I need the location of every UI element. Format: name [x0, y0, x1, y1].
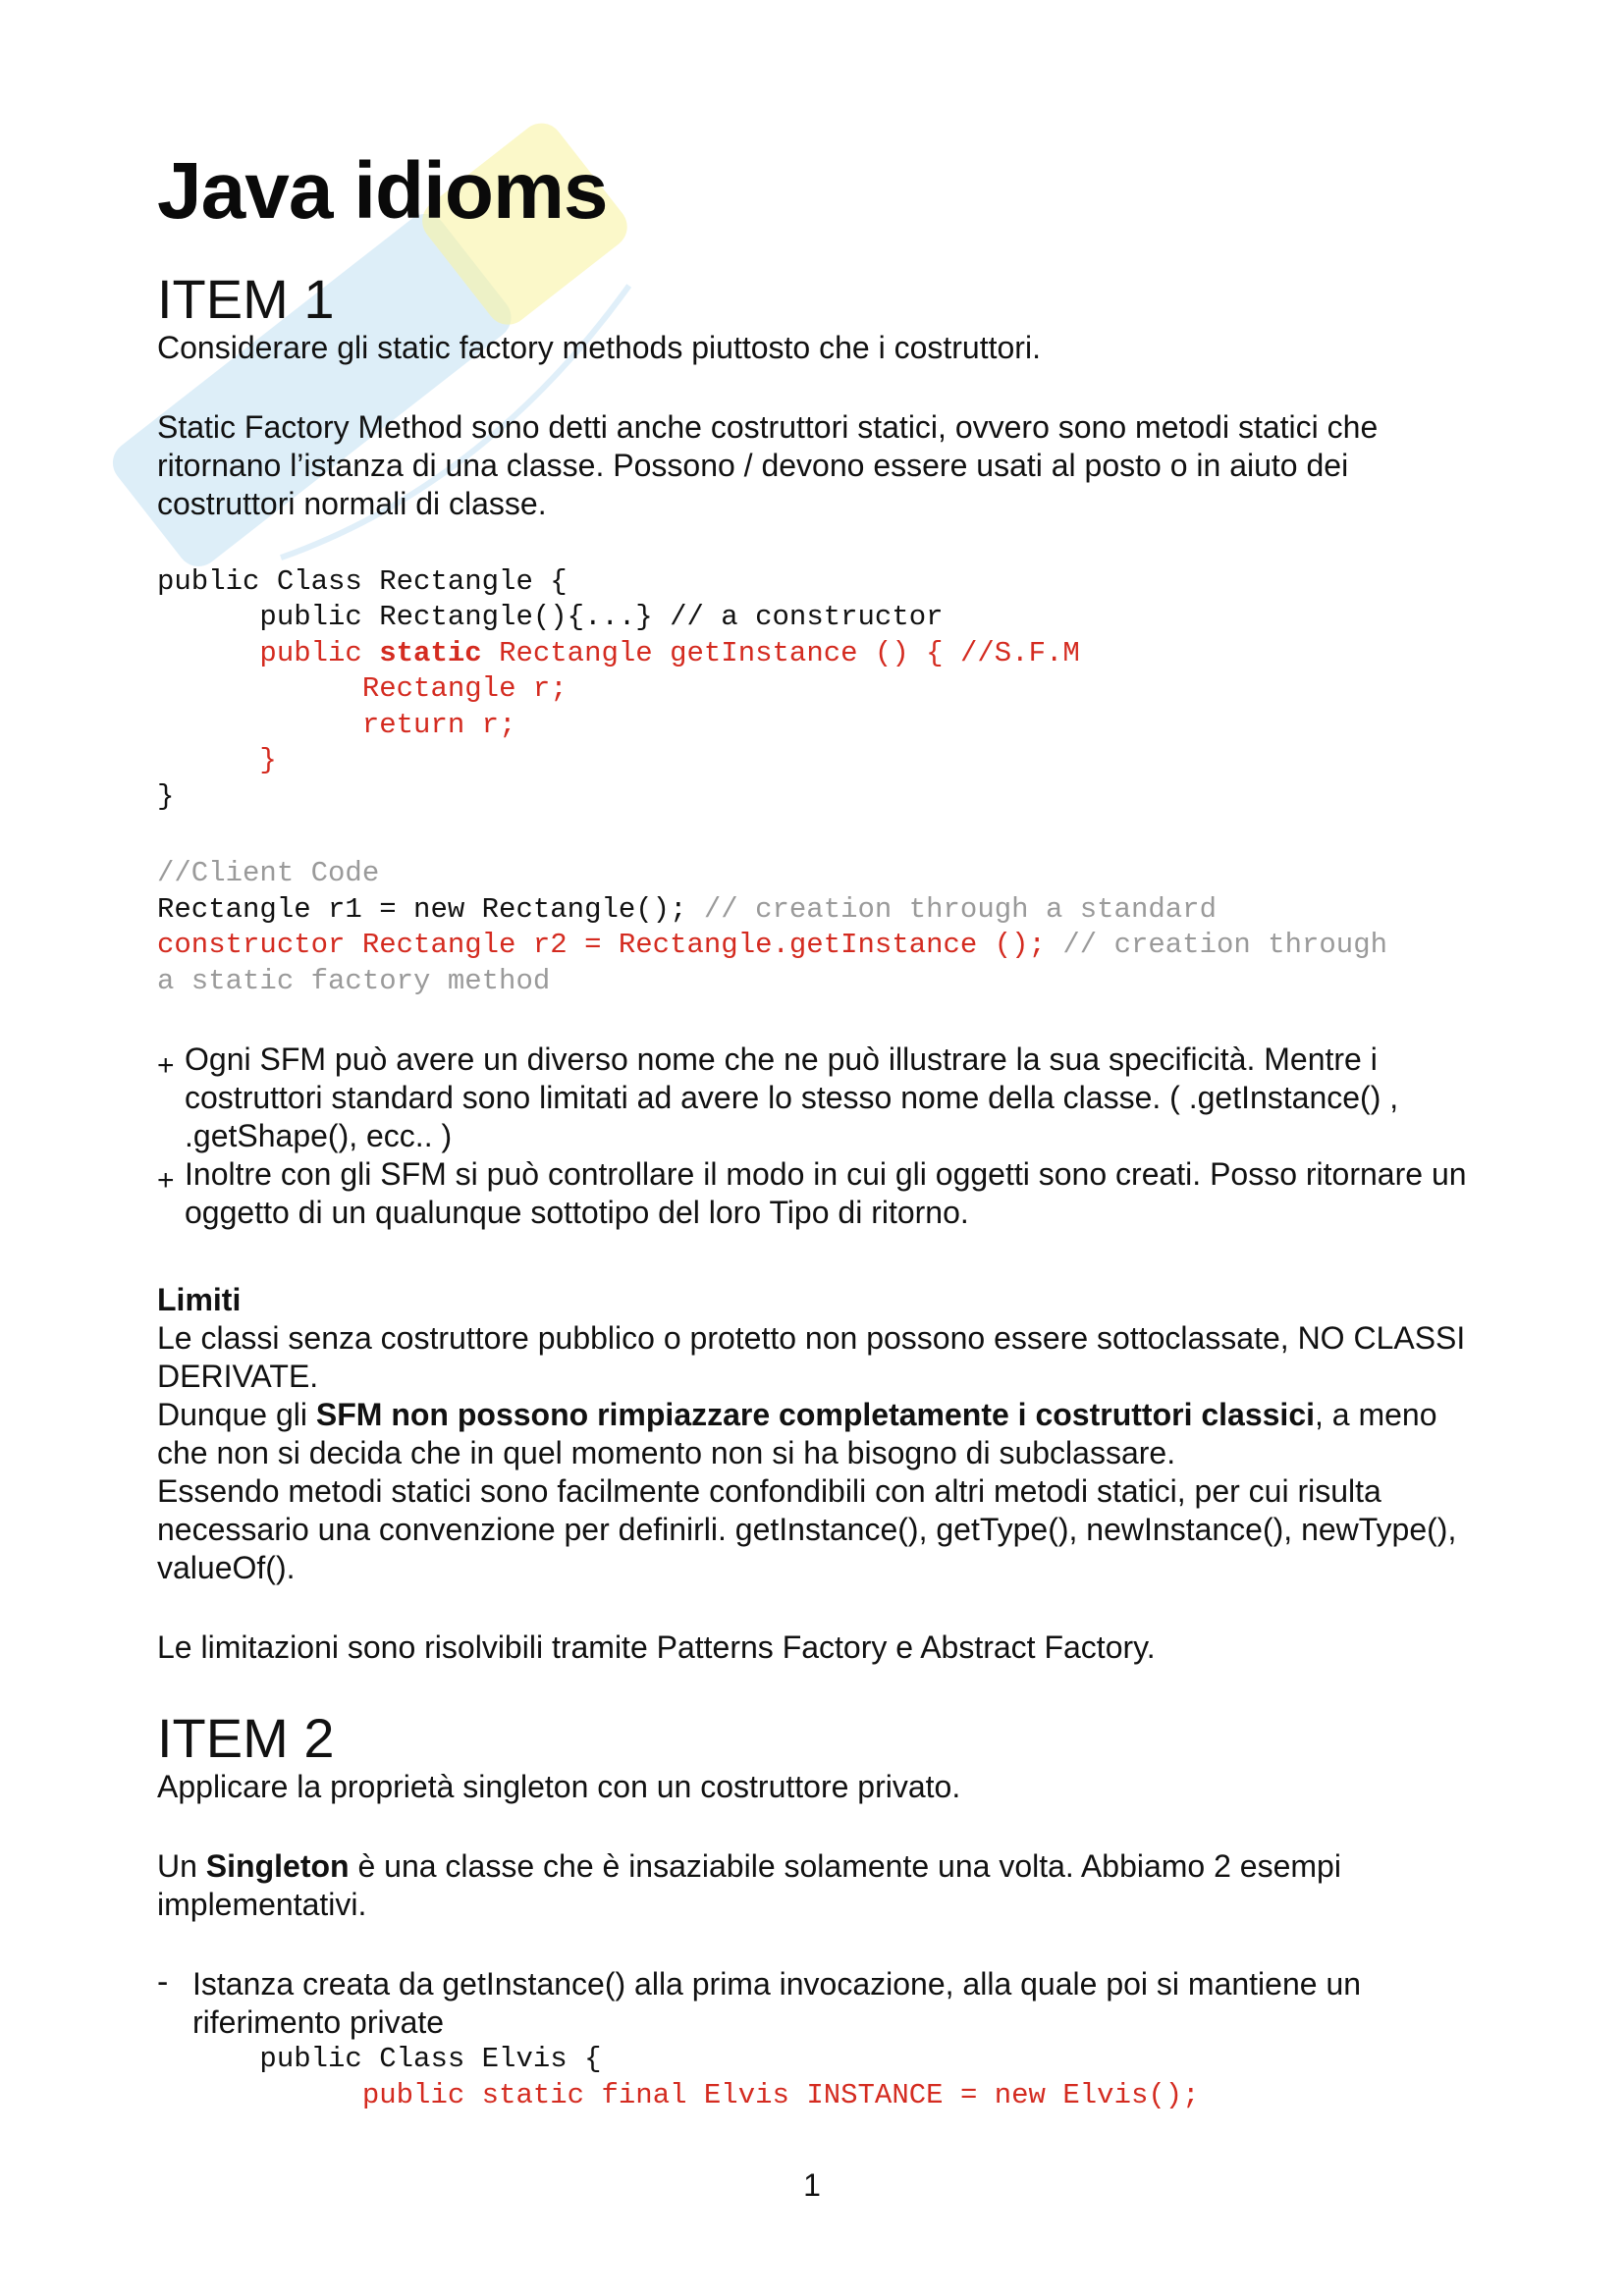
document-title: Java idioms: [157, 146, 608, 236]
list-item: - Istanza creata da getInstance() alla prima invocazione, alla quale poi si mantiene un riferimento private: [157, 1963, 1362, 2041]
limits-paragraph-4: Le limitazioni sono risolvibili tramite Patterns Factory e Abstract Factory.: [157, 1629, 1156, 1666]
item2-intro: Un Singleton è una classe che è insaziabile solamente una volta. Abbiamo 2 esempi implementativi.: [157, 1848, 1341, 1923]
item2-subtitle: Applicare la proprietà singleton con un costruttore privato.: [157, 1769, 961, 1805]
limits-paragraph-2: Dunque gli SFM non possono rimpiazzare completamente i costruttori classici, a meno che non si decida che in quel momento non si ha bisogno di subclassare.: [157, 1397, 1437, 1471]
singleton-examples-list: [157, 1965, 1492, 2042]
document-page: [157, 147, 1492, 2113]
limits-paragraph-3: Essendo metodi statici sono facilmente confondibili con altri metodi statici, per cui risulta necessario una convenzione per definirli. getInstance(), getType(), newInstance(), newType(), valueOf().: [157, 1473, 1457, 1586]
item1-intro: Static Factory Method sono detti anche costruttori statici, ovvero sono metodi statici che ritornano l’istanza di una classe. Possono / devono essere usati al posto o in aiuto dei costruttori normali di classe.: [157, 408, 1379, 521]
limits-heading: Limiti: [157, 1282, 242, 1318]
page-number: 1: [803, 2167, 821, 2203]
list-item: + Inoltre con gli SFM si può controllare il modo in cui gli oggetti sono creati. Posso ritornare un oggetto di un qualunque sottotipo del loro Tipo di ritorno.: [157, 1156, 1467, 1231]
rectangle-code-block: public Class Rectangle { public Rectangle(){...} // a constructor public static Rectangle getInstance () { //S.F.M Rectangle r; return r; } }: [157, 564, 1080, 813]
elvis-code-block: public Class Elvis { public static final Elvis INSTANCE = new Elvis();: [259, 2043, 1200, 2111]
item1-subtitle: Considerare gli static factory methods piuttosto che i costruttori.: [157, 329, 1041, 365]
item2-heading: ITEM 2: [157, 1707, 335, 1770]
item1-heading: ITEM 1: [157, 268, 335, 331]
client-code-block: //Client Code Rectangle r1 = new Rectangle(); // creation through a standard constructor Rectangle r2 = Rectangle.getInstance (); // creation through a static factory method: [157, 857, 1388, 997]
limits-paragraph-1: Le classi senza costruttore pubblico o protetto non possono essere sottoclassate, NO CLASSI DERIVATE.: [157, 1320, 1466, 1395]
list-item: + Ogni SFM può avere un diverso nome che ne può illustrare la sua specificità. Mentre i costruttori standard sono limitati ad avere lo stesso nome della classe. ( .getInstance() , .getShape(), ecc.. ): [157, 1041, 1399, 1154]
sfm-advantages-list: [157, 1041, 1492, 1232]
